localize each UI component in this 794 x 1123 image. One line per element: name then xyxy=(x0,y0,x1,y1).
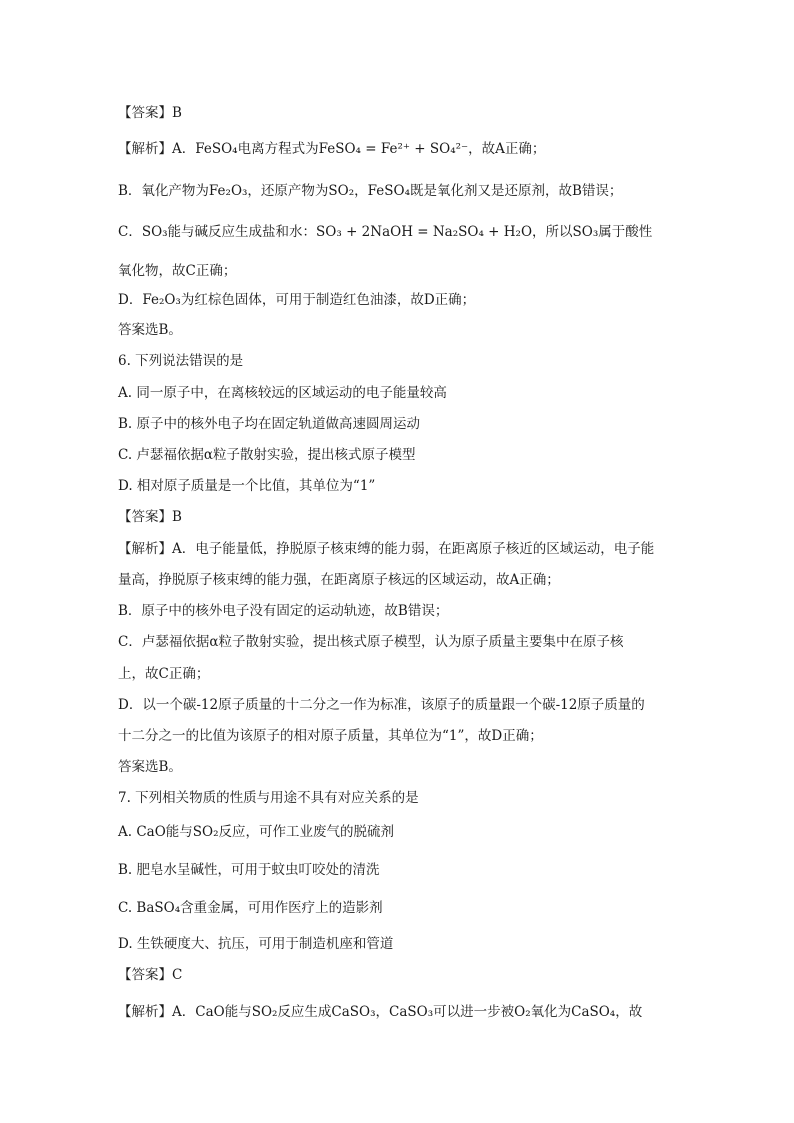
option-d: D. 生铁硬度大、抗压，可用于制造机座和管道 xyxy=(118,936,394,952)
analysis-line: D．Fe₂O₃为红棕色固体，可用于制造红色油漆，故D正确； xyxy=(118,292,476,308)
question-title: 7. 下列相关物质的性质与用途不具有对应关系的是 xyxy=(118,790,419,806)
analysis-line: 【解析】A．FeSO₄电离方程式为FeSO₄ = Fe²⁺ + SO₄²⁻，故A正确； xyxy=(118,141,546,157)
option-b: B. 肥皂水呈碱性，可用于蚊虫叮咬处的清洗 xyxy=(118,862,380,878)
option-b: B. 原子中的核外电子均在固定轨道做高速圆周运动 xyxy=(118,416,421,432)
analysis-line: C．卢瑟福依据α粒子散射实验，提出核式原子模型，认为原子质量主要集中在原子核 xyxy=(118,634,624,650)
answer-label: 【答案】B xyxy=(118,105,182,121)
analysis-line: 上，故C正确； xyxy=(118,666,210,682)
option-d: D. 相对原子质量是一个比值，其单位为“1” xyxy=(118,478,376,494)
analysis-line: 【解析】A．电子能量低，挣脱原子核束缚的能力弱，在距离原子核近的区域运动，电子能 xyxy=(118,541,655,557)
answer-label: 【答案】C xyxy=(118,967,183,983)
analysis-line: 量高，挣脱原子核束缚的能力强，在距离原子核远的区域运动，故A正确； xyxy=(118,572,560,588)
analysis-line: 【解析】A．CaO能与SO₂反应生成CaSO₃，CaSO₃可以进一步被O₂氧化为CaSO₄，故 xyxy=(118,1004,643,1020)
option-c: C. BaSO₄含重金属，可用作医疗上的造影剂 xyxy=(118,900,383,916)
answer-label: 【答案】B xyxy=(118,509,182,525)
option-a: A. 同一原子中，在离核较远的区域运动的电子能量较高 xyxy=(118,385,447,401)
analysis-line: 十二分之一的比值为该原子的相对原子质量，其单位为“1”，故D正确； xyxy=(118,728,543,744)
analysis-line: D．以一个碳-12原子质量的十二分之一作为标准，该原子的质量跟一个碳-12原子质量的 xyxy=(118,697,645,713)
question-title: 6. 下列说法错误的是 xyxy=(118,353,244,369)
answer-choice: 答案选B。 xyxy=(118,322,182,338)
option-a: A. CaO能与SO₂反应，可作工业废气的脱硫剂 xyxy=(118,824,395,840)
analysis-line: B．氧化产物为Fe₂O₃，还原产物为SO₂，FeSO₄既是氧化剂又是还原剂，故B错误； xyxy=(118,183,623,199)
analysis-line: B．原子中的核外电子没有固定的运动轨迹，故B错误； xyxy=(118,603,449,619)
option-c: C. 卢瑟福依据α粒子散射实验，提出核式原子模型 xyxy=(118,447,416,463)
answer-choice: 答案选B。 xyxy=(118,759,182,775)
analysis-line: C．SO₃能与碱反应生成盐和水：SO₃ + 2NaOH = Na₂SO₄ + H₂O，所以SO₃属于酸性 xyxy=(118,224,653,240)
analysis-line: 氧化物，故C正确； xyxy=(118,263,237,279)
